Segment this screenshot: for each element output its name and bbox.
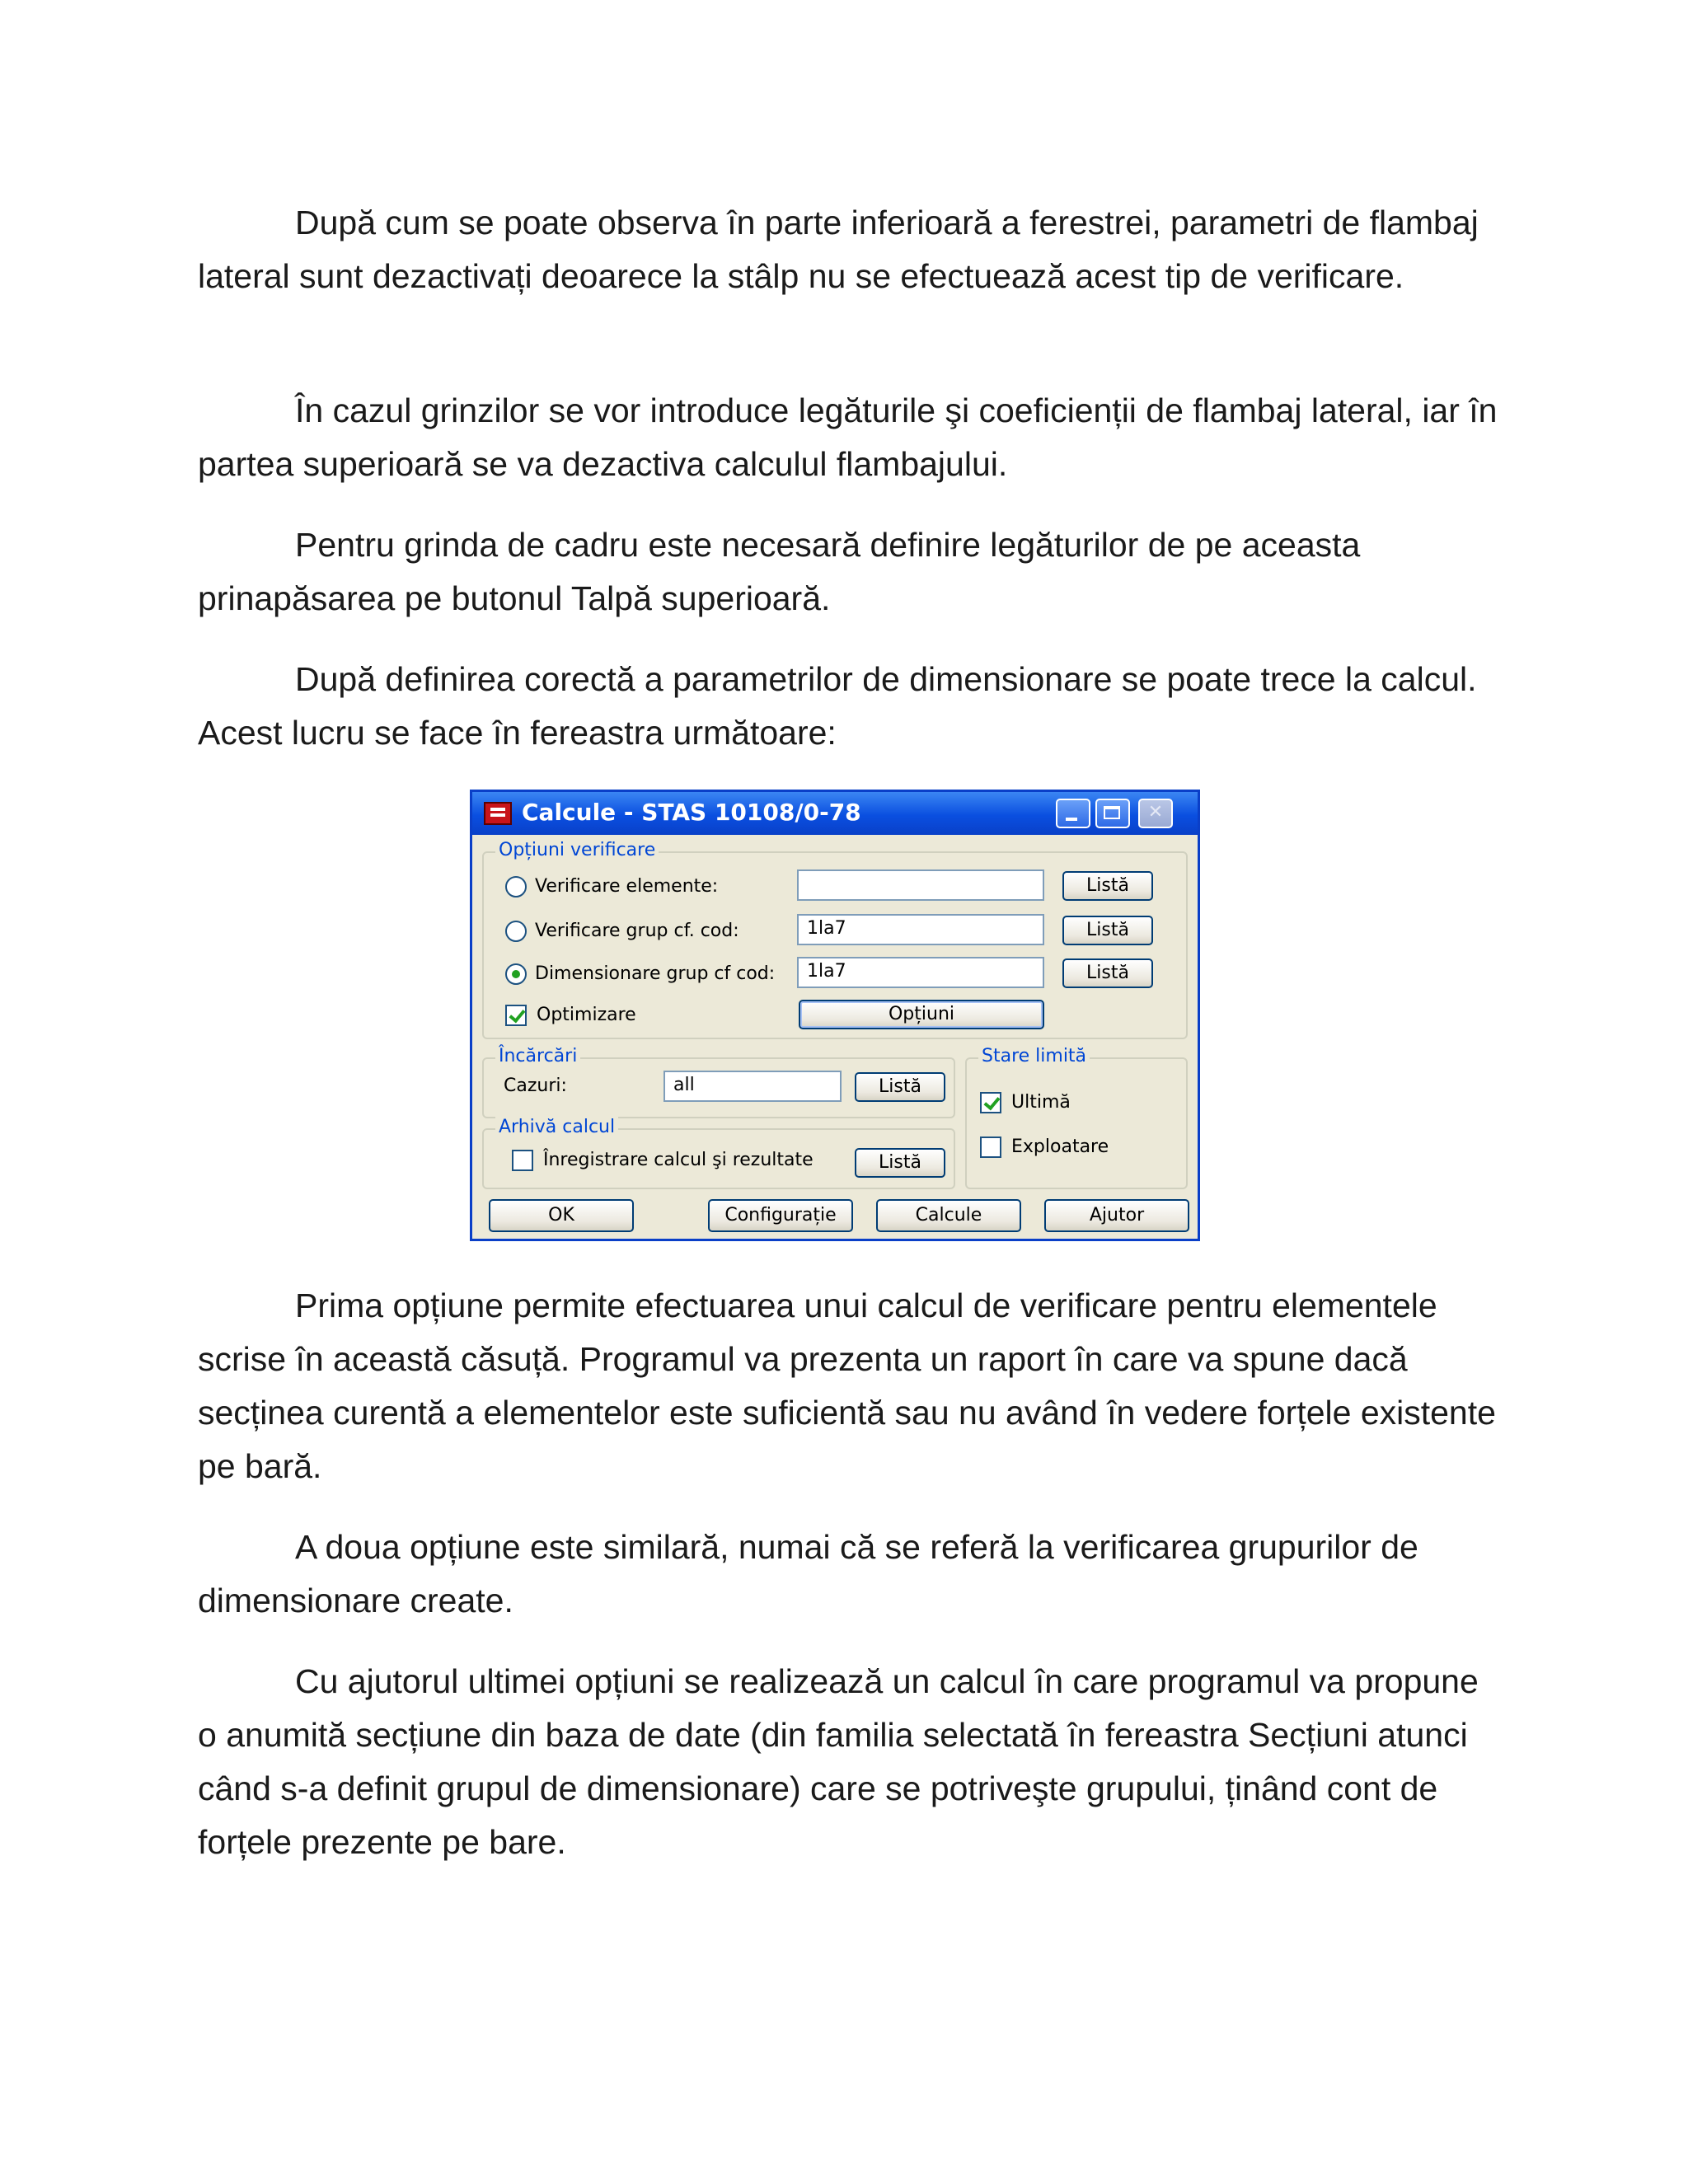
paragraph-5-text: Prima opțiune permite efectuarea unui calcul de verificare pentru elementele scrise în această căsuță. Programul va prezenta un raport în care va spune dacă secținea curentă a elementelor este suficientă sau nu având în vedere forțele existente pe bară.	[198, 1286, 1496, 1485]
radio-verify-elements[interactable]	[505, 876, 527, 898]
record-results-checkbox[interactable]	[512, 1150, 533, 1171]
paragraph-2-text: În cazul grinzilor se vor introduce legăturile şi coeficienții de flambaj lateral, iar în partea superioară se va dezactiva calculul flambajului.	[198, 391, 1498, 483]
verify-group-list-button[interactable]: Listă	[1062, 916, 1153, 945]
app-icon	[484, 802, 512, 825]
maximize-icon[interactable]	[1095, 799, 1130, 828]
ok-button[interactable]: OK	[489, 1199, 634, 1232]
record-results-label: Înregistrare calcul şi rezultate	[543, 1150, 814, 1170]
cases-input[interactable]: all	[663, 1071, 842, 1102]
archive-group-legend: Arhivă calcul	[495, 1117, 618, 1137]
close-icon[interactable]: ✕	[1138, 799, 1173, 828]
radio-verify-group[interactable]	[505, 921, 527, 942]
optimize-label: Optimizare	[537, 1005, 636, 1025]
paragraph-4	[198, 653, 1500, 760]
archive-group	[482, 1117, 955, 1189]
dimension-group-label: Dimensionare grup cf cod:	[535, 963, 776, 984]
service-label: Exploatare	[1011, 1137, 1109, 1157]
dimension-group-list-button[interactable]: Listă	[1062, 958, 1153, 988]
paragraph-6	[198, 1521, 1500, 1628]
verify-elements-list-button[interactable]: Listă	[1062, 871, 1153, 901]
loads-group	[482, 1046, 955, 1118]
record-list-button[interactable]: Listă	[855, 1148, 945, 1178]
dialog-titlebar[interactable]	[472, 792, 1198, 835]
limit-state-legend: Stare limită	[978, 1046, 1090, 1066]
paragraph-1	[198, 196, 1500, 303]
paragraph-7	[198, 1655, 1500, 1869]
verify-elements-input[interactable]	[797, 869, 1044, 901]
dimension-group-input[interactable]: 1la7	[797, 957, 1044, 988]
verify-group-label: Verificare grup cf. cod:	[535, 921, 739, 941]
configuration-button[interactable]: Configurație	[708, 1199, 853, 1232]
cases-list-button[interactable]: Listă	[855, 1072, 945, 1102]
minimize-icon[interactable]	[1056, 799, 1090, 828]
paragraph-5	[198, 1279, 1500, 1493]
ultimate-label: Ultimă	[1011, 1092, 1071, 1113]
help-button[interactable]: Ajutor	[1044, 1199, 1189, 1232]
options-group-legend: Opțiuni verificare	[495, 840, 659, 860]
paragraph-3	[198, 518, 1500, 626]
paragraph-1-text: După cum se poate observa în parte inferioară a ferestrei, parametri de flambaj lateral sunt dezactivați deoarece la stâlp nu se efectuează acest tip de verificare.	[198, 204, 1479, 295]
options-button[interactable]: Opțiuni	[799, 1000, 1044, 1029]
paragraph-2	[198, 384, 1500, 491]
cases-label: Cazuri:	[504, 1076, 567, 1096]
optimize-checkbox[interactable]	[505, 1005, 527, 1026]
calcule-dialog	[470, 790, 1200, 1241]
options-group	[482, 840, 1188, 1039]
limit-state-group	[965, 1046, 1188, 1189]
paragraph-3-text: Pentru grinda de cadru este necesară definire legăturilor de pe aceasta prinapăsarea pe butonul Talpă superioară.	[198, 526, 1361, 617]
paragraph-6-text: A doua opțiune este similară, numai că se referă la verificarea grupurilor de dimensionare create.	[198, 1528, 1418, 1619]
paragraph-7-text: Cu ajutorul ultimei opțiuni se realizează un calcul în care programul va propune o anumită secțiune din baza de date (din familia selectată în fereastra Secțiuni atunci când s-a definit grupul de dimensionare) care se potriveşte grupului, ținând cont de forțele prezente pe bare.	[198, 1662, 1479, 1861]
dialog-title: Calcule - STAS 10108/0-78	[522, 799, 861, 826]
radio-dimension-group[interactable]	[505, 963, 527, 985]
loads-group-legend: Încărcări	[495, 1046, 580, 1066]
verify-group-input[interactable]: 1la7	[797, 914, 1044, 945]
calculate-button[interactable]: Calcule	[876, 1199, 1021, 1232]
service-checkbox[interactable]	[980, 1137, 1001, 1158]
verify-elements-label: Verificare elemente:	[535, 876, 719, 897]
ultimate-checkbox[interactable]	[980, 1092, 1001, 1113]
paragraph-4-text: După definirea corectă a parametrilor de dimensionare se poate trece la calcul. Acest lucru se face în fereastra următoare:	[198, 660, 1477, 752]
